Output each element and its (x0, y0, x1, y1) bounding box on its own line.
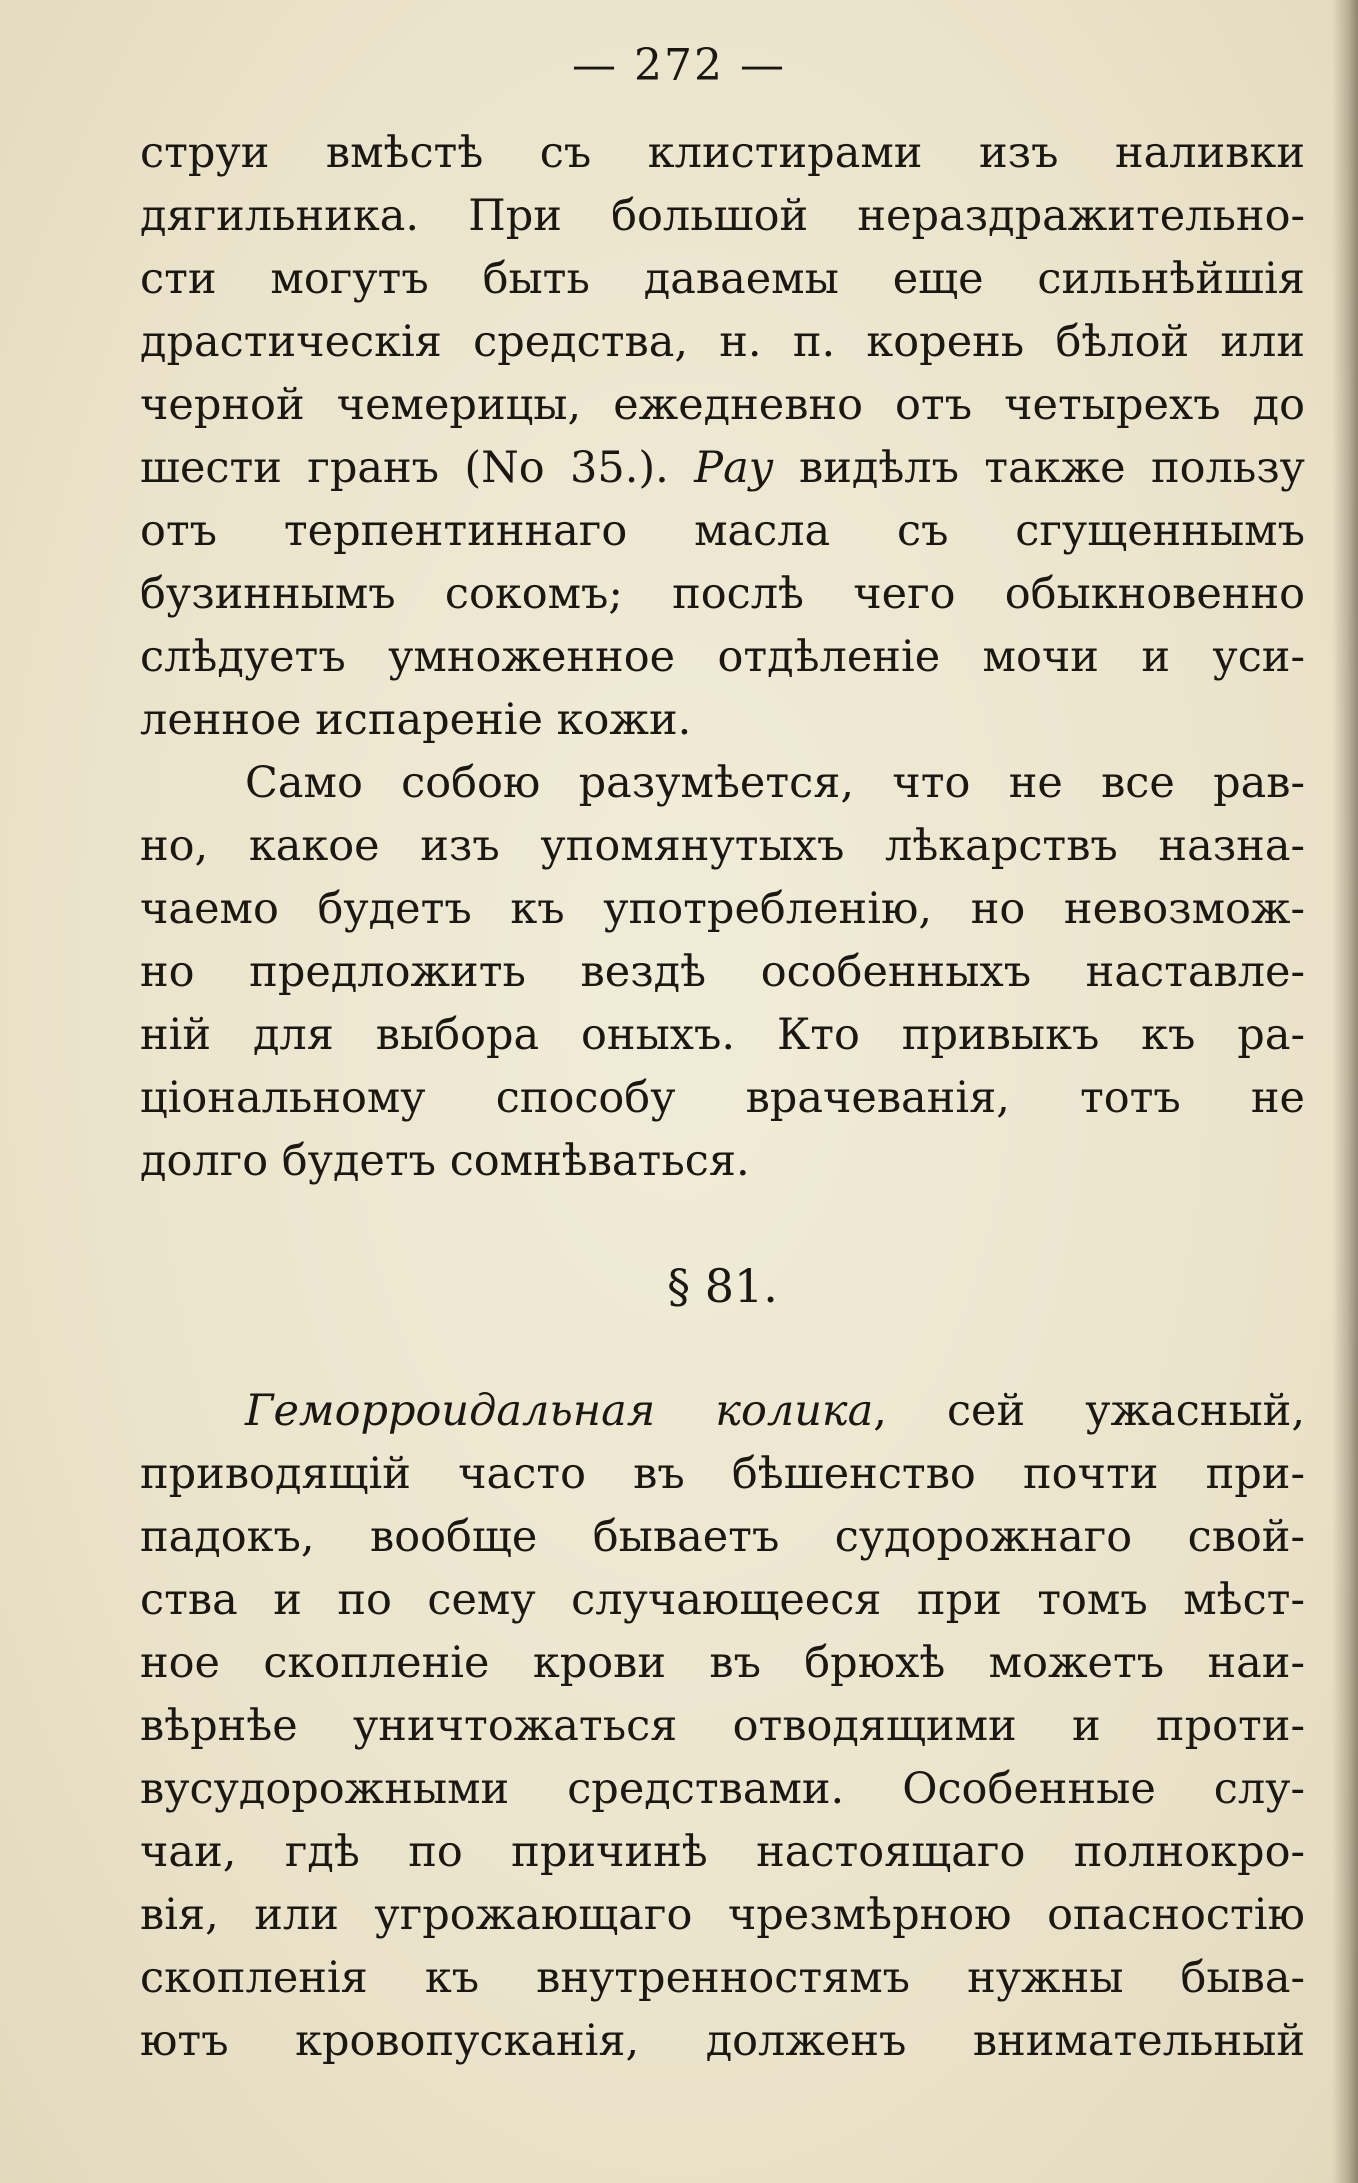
text-line: ленное испареніе кожи. (140, 695, 692, 745)
text-line: скопленія къ внутренностямъ нужны быва- (140, 1953, 1305, 2003)
text-line-with-italic (140, 437, 1305, 500)
page-edge-shadow (1332, 0, 1358, 2183)
section-heading: § 81. (667, 1259, 778, 1313)
text-line: слѣдуетъ умноженное отдѣленіе мочи и уси- (140, 632, 1305, 682)
text-line: ціональному способу врачеванія, тотъ не (140, 1073, 1305, 1123)
text-line: но предложить вездѣ особенныхъ наставле- (140, 947, 1305, 997)
text-line: вусудорожными средствами. Особенные слу- (140, 1764, 1305, 1814)
text-line: драстическія средства, н. п. корень бѣлой или (140, 317, 1305, 367)
text-run: видѣлъ также пользу (773, 443, 1305, 493)
text-line: черной чемерицы, ежедневно отъ четырехъ до (140, 380, 1305, 430)
term-italic: Геморроидальная колика (245, 1386, 874, 1436)
text-line: приводящій часто въ бѣшенство почти при- (140, 1449, 1305, 1499)
author-name-italic: Рау (694, 443, 774, 493)
text-line: Само собою разумѣется, что не все рав- (245, 758, 1305, 808)
page-body (140, 122, 1305, 2073)
text-run: , сей ужасный, (873, 1386, 1305, 1436)
text-line: отъ терпентиннаго масла съ сгущеннымъ (140, 506, 1305, 556)
text-line: ній для выбора оныхъ. Кто привыкъ къ ра- (140, 1010, 1305, 1060)
paragraph-3 (140, 1380, 1305, 2073)
text-line: чаи, гдѣ по причинѣ настоящаго полнокро- (140, 1827, 1305, 1877)
text-run: шести гранъ (No 35.). (140, 443, 695, 493)
text-line: струи вмѣстѣ съ клистирами изъ наливки (140, 128, 1305, 178)
text-line: бузиннымъ сокомъ; послѣ чего обыкновенно (140, 569, 1305, 619)
text-line: ства и по сему случающееся при томъ мѣст- (140, 1575, 1305, 1625)
text-line-with-italic (140, 1380, 1305, 1443)
text-line: падокъ, вообще бываетъ судорожнаго свой- (140, 1512, 1305, 1562)
text-line: вія, или угрожающаго чрезмѣрною опасностію (140, 1890, 1305, 1940)
text-line: долго будетъ сомнѣваться. (140, 1136, 750, 1186)
text-line: ютъ кровопусканія, долженъ внимательный (140, 2016, 1305, 2066)
paragraph-2 (140, 752, 1305, 1193)
text-line: но, какое изъ упомянутыхъ лѣкарствъ назна- (140, 821, 1305, 871)
text-line: ное скопленіе крови въ брюхѣ можетъ наи- (140, 1638, 1305, 1688)
paragraph-1 (140, 122, 1305, 752)
text-line: вѣрнѣе уничтожаться отводящими и проти- (140, 1701, 1305, 1751)
page-number: — 272 — (572, 40, 786, 91)
text-line: сти могутъ быть даваемы еще сильнѣйшія (140, 254, 1305, 304)
text-line: дягильника. При большой нераздражительно- (140, 191, 1305, 241)
text-line: чаемо будетъ къ употребленію, но невозмож- (140, 884, 1305, 934)
